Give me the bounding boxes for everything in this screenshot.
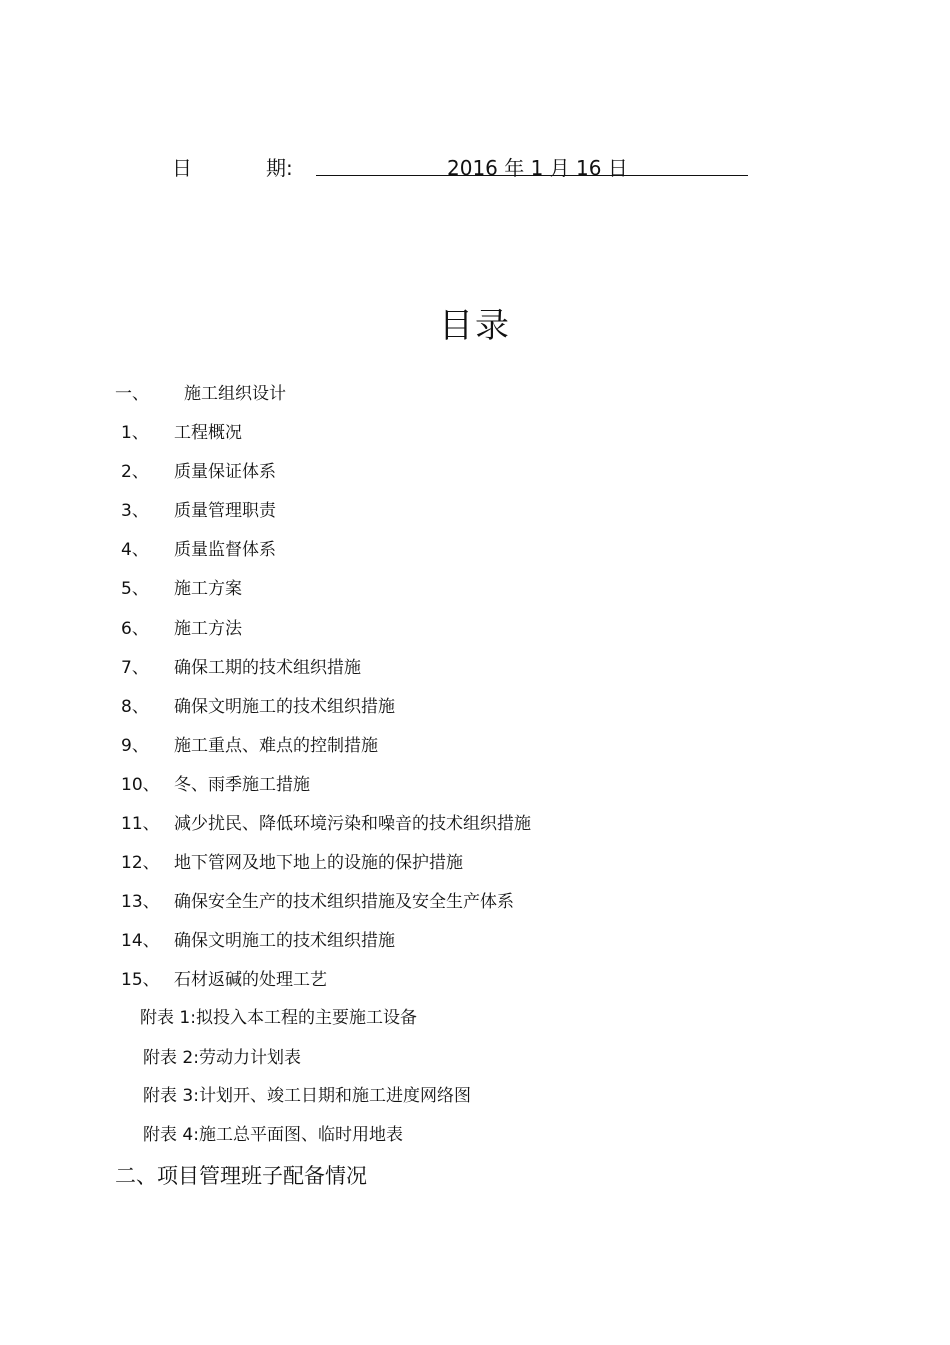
toc-item-text: 确保文明施工的技术组织措施 — [174, 931, 395, 951]
toc-item-text: 确保安全生产的技术组织措施及安全生产体系 — [174, 892, 514, 912]
toc-item-number: 5、 — [121, 579, 149, 599]
toc-item-text: 确保工期的技术组织措施 — [174, 658, 361, 678]
toc-item-number: 15、 — [121, 970, 160, 990]
toc-item-text: 质量保证体系 — [174, 462, 276, 482]
toc-item-text: 确保文明施工的技术组织措施 — [174, 697, 395, 717]
toc-item-text: 施工方法 — [174, 619, 242, 639]
toc-item-number: 2、 — [121, 462, 149, 482]
toc-item-text: 施工重点、难点的控制措施 — [174, 736, 378, 756]
toc-item-number: 9、 — [121, 736, 149, 756]
date-label-ri: 日 — [172, 156, 192, 180]
toc-item-number: 7、 — [121, 658, 149, 678]
toc-appendix: 附表 4:施工总平面图、临时用地表 — [143, 1125, 403, 1145]
date-value: 2016 年 1 月 16 日 — [447, 156, 628, 180]
toc-item-number: 13、 — [121, 892, 160, 912]
toc-item-number: 4、 — [121, 540, 149, 560]
toc-item-text: 施工方案 — [174, 579, 242, 599]
toc-item-number: 12、 — [121, 853, 160, 873]
toc-item-text: 石材返碱的处理工艺 — [174, 970, 327, 990]
toc-item-text: 质量监督体系 — [174, 540, 276, 560]
toc-section-1-number: 一、 — [115, 384, 149, 404]
date-row — [0, 150, 950, 182]
toc-item-text: 质量管理职责 — [174, 501, 276, 521]
toc-item-number: 6、 — [121, 619, 149, 639]
toc-appendix: 附表 3:计划开、竣工日期和施工进度网络图 — [143, 1086, 471, 1106]
toc-section-1-title: 施工组织设计 — [184, 384, 286, 404]
toc-item-text: 工程概况 — [174, 423, 242, 443]
toc-item-number: 3、 — [121, 501, 149, 521]
date-label-qi: 期: — [266, 156, 293, 180]
toc-item-text: 冬、雨季施工措施 — [174, 775, 310, 795]
toc-item-number: 10、 — [121, 775, 160, 795]
toc-appendix: 附表 1:拟投入本工程的主要施工设备 — [140, 1008, 417, 1028]
toc-item-number: 14、 — [121, 931, 160, 951]
toc-item-number: 1、 — [121, 423, 149, 443]
toc-section-2: 二、项目管理班子配备情况 — [115, 1164, 367, 1188]
toc-item-text: 地下管网及地下地上的设施的保护措施 — [174, 853, 463, 873]
toc-item-text: 减少扰民、降低环境污染和噪音的技术组织措施 — [174, 814, 531, 834]
toc-title: 目录 — [439, 306, 511, 346]
toc-item-number: 8、 — [121, 697, 149, 717]
toc-appendix: 附表 2:劳动力计划表 — [143, 1048, 301, 1068]
toc-item-number: 11、 — [121, 814, 160, 834]
